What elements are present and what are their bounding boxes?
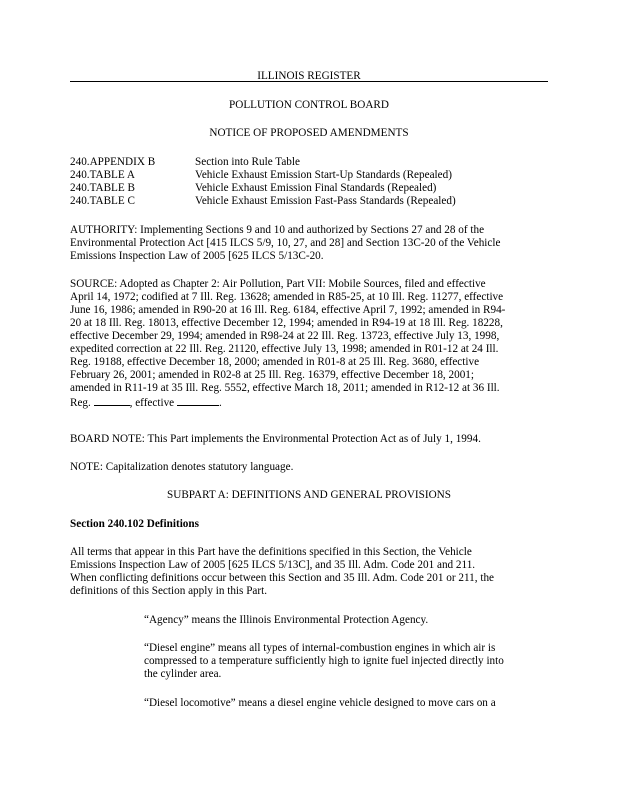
authority-line: Emissions Inspection Law of 2005 [625 ILCS 5/13C-20. xyxy=(70,250,324,262)
board-title: POLLUTION CONTROL BOARD xyxy=(229,99,389,111)
definition-line: the cylinder area. xyxy=(144,668,222,680)
reg-blank xyxy=(94,395,130,406)
section-heading: Section 240.102 Definitions xyxy=(70,518,199,530)
table-code: 240.TABLE B xyxy=(70,182,135,194)
source-last-line xyxy=(70,395,222,410)
authority-line: AUTHORITY: Implementing Sections 9 and 10 and authorized by Sections 27 and 28 of the xyxy=(70,224,485,236)
authority-line: Environmental Protection Act [415 ILCS 5/9, 10, 27, and 28] and Section 13C-20 of the Vehicle xyxy=(70,237,501,249)
definition-line: “Diesel locomotive” means a diesel engine vehicle designed to move cars on a xyxy=(144,697,496,709)
table-title: Vehicle Exhaust Emission Fast-Pass Standards (Repealed) xyxy=(195,195,456,207)
board-note: BOARD NOTE: This Part implements the Environmental Protection Act as of July 1, 1994. xyxy=(70,433,481,445)
source-line: Reg. 19188, effective December 18, 2000; amended in R01-8 at 25 Ill. Reg. 3680, effective xyxy=(70,356,480,368)
intro-line: When conflicting definitions occur between this Section and 35 Ill. Adm. Code 201 or 211, the xyxy=(70,572,494,584)
subpart-heading: SUBPART A: DEFINITIONS AND GENERAL PROVISIONS xyxy=(167,489,451,501)
source-line: February 26, 2001; amended in R02-8 at 25 Ill. Reg. 16379, effective December 18, 2001; xyxy=(70,369,474,381)
effective-blank xyxy=(177,395,219,406)
source-line: SOURCE: Adopted as Chapter 2: Air Pollution, Part VII: Mobile Sources, filed and effective xyxy=(70,278,486,290)
source-period: . xyxy=(218,397,222,409)
definition-line: “Diesel engine” means all types of internal-combustion engines in which air is xyxy=(144,642,496,654)
definition-line: compressed to a temperature sufficiently high to ignite fuel injected directly into xyxy=(144,655,504,667)
table-title: Vehicle Exhaust Emission Start-Up Standards (Repealed) xyxy=(195,169,452,181)
source-line: amended in R11-19 at 35 Ill. Reg. 5552, effective March 18, 2011; amended in R12-12 at 36 Ill. xyxy=(70,382,500,394)
table-title: Vehicle Exhaust Emission Final Standards (Repealed) xyxy=(195,182,437,194)
note: NOTE: Capitalization denotes statutory language. xyxy=(70,461,294,473)
source-reg: Reg. xyxy=(70,397,91,409)
source-line: April 14, 1972; codified at 7 Ill. Reg. 13628; amended in R85-25, at 10 Ill. Reg. 11277, effective xyxy=(70,291,504,303)
source-line: 20 at 18 Ill. Reg. 18013, effective December 12, 1994; amended in R94-19 at 18 Ill. Reg. 18228, xyxy=(70,317,503,329)
header-rule xyxy=(70,81,548,82)
intro-line: Emissions Inspection Law of 2005 [625 ILCS 5/13C], and 35 Ill. Adm. Code 201 and 211. xyxy=(70,559,476,571)
register-header: ILLINOIS REGISTER xyxy=(257,70,361,82)
table-code: 240.TABLE C xyxy=(70,195,135,207)
intro-line: All terms that appear in this Part have the definitions specified in this Section, the Vehicle xyxy=(70,546,472,558)
table-code: 240.TABLE A xyxy=(70,169,135,181)
table-code: 240.APPENDIX B xyxy=(70,156,156,168)
source-line: expedited correction at 22 Ill. Reg. 21120, effective July 13, 1998; amended in R01-12 at 24 Ill. xyxy=(70,343,499,355)
notice-title: NOTICE OF PROPOSED AMENDMENTS xyxy=(209,127,409,139)
intro-line: definitions of this Section apply in this Part. xyxy=(70,585,268,597)
table-title: Section into Rule Table xyxy=(195,156,300,168)
definition-line: “Agency” means the Illinois Environmental Protection Agency. xyxy=(144,614,429,626)
source-line: effective December 29, 1994; amended in R98-24 at 22 Ill. Reg. 13723, effective July 13, 1998, xyxy=(70,330,500,342)
source-effective: , effective xyxy=(129,397,175,409)
source-line: June 16, 1986; amended in R90-20 at 16 Ill. Reg. 6184, effective April 7, 1992; amended in R94- xyxy=(70,304,506,316)
